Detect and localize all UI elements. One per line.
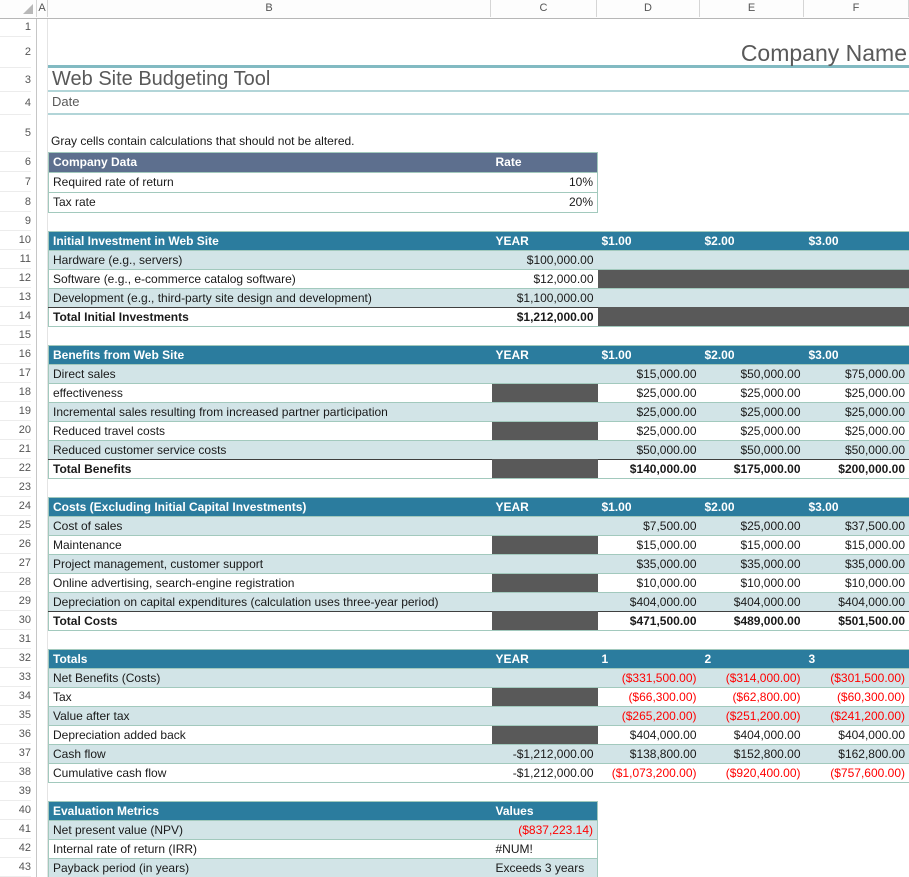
- npv-value-cell[interactable]: ($837,223.14): [492, 821, 598, 840]
- blocked-cell[interactable]: [492, 593, 598, 612]
- row-header-14[interactable]: 14: [0, 307, 31, 326]
- section-title-cell[interactable]: Benefits from Web Site: [49, 346, 492, 365]
- date-cell[interactable]: Date: [52, 94, 80, 109]
- row-header-25[interactable]: 25: [0, 516, 31, 535]
- column-header-bar: [0, 0, 909, 19]
- total-value-cell[interactable]: $501,500.00: [805, 612, 909, 631]
- negative-value-cell[interactable]: ($241,200.00): [805, 707, 909, 726]
- blocked-cell[interactable]: [492, 517, 598, 536]
- value-cell[interactable]: $152,800.00: [701, 745, 805, 764]
- total-label-cell[interactable]: Total Costs: [49, 612, 492, 631]
- row-header-27[interactable]: 27: [0, 554, 31, 573]
- section-title-cell[interactable]: Evaluation Metrics: [49, 802, 492, 821]
- blocked-cell[interactable]: [492, 441, 598, 460]
- row-label-cell[interactable]: Online advertising, search-engine registration: [49, 574, 492, 593]
- column-header-E[interactable]: E: [700, 0, 804, 17]
- blocked-cell[interactable]: [701, 308, 805, 327]
- negative-value-cell[interactable]: ($1,073,200.00): [598, 764, 701, 783]
- row-header-4[interactable]: 4: [0, 92, 31, 115]
- table-row: [49, 593, 909, 612]
- row-label-cell[interactable]: Required rate of return: [49, 173, 492, 193]
- row-label-cell[interactable]: Software (e.g., e-commerce catalog software): [49, 270, 492, 289]
- table-header-row: [49, 498, 909, 517]
- value-cell[interactable]: $50,000.00: [805, 441, 909, 460]
- column-header-F[interactable]: F: [804, 0, 909, 17]
- row-header-12[interactable]: 12: [0, 269, 31, 288]
- table-row: [49, 574, 909, 593]
- row-header-36[interactable]: 36: [0, 725, 31, 744]
- year3-header-cell[interactable]: $3.00: [805, 232, 909, 251]
- value-cell[interactable]: $35,000.00: [598, 555, 701, 574]
- benefits-table: [48, 345, 909, 479]
- table-row: [49, 517, 909, 536]
- year2-header-cell[interactable]: $2.00: [701, 232, 805, 251]
- calc-cell[interactable]: $404,000.00: [805, 593, 909, 612]
- rate-header-cell[interactable]: Rate: [492, 153, 598, 173]
- row-label-cell[interactable]: Tax rate: [49, 193, 492, 213]
- blocked-cell[interactable]: [492, 612, 598, 631]
- total-row: [49, 612, 909, 631]
- negative-value-cell[interactable]: ($66,300.00): [598, 688, 701, 707]
- row-label-cell[interactable]: Hardware (e.g., servers): [49, 251, 492, 270]
- row-label-cell[interactable]: effectiveness: [49, 384, 492, 403]
- row-header-2[interactable]: 2: [0, 37, 31, 68]
- value-cell[interactable]: $404,000.00: [598, 726, 701, 745]
- evaluation-metrics-table: [48, 801, 598, 877]
- blocked-cell[interactable]: [701, 251, 805, 270]
- row-header-33[interactable]: 33: [0, 668, 31, 687]
- value-cell[interactable]: $75,000.00: [805, 365, 909, 384]
- value-cell[interactable]: $25,000.00: [805, 384, 909, 403]
- row-header-42[interactable]: 42: [0, 839, 31, 858]
- calc-cell[interactable]: $404,000.00: [598, 593, 701, 612]
- table-header-row: [49, 650, 909, 669]
- blocked-cell[interactable]: [492, 536, 598, 555]
- negative-value-cell[interactable]: ($920,400.00): [701, 764, 805, 783]
- value-cell[interactable]: $162,800.00: [805, 745, 909, 764]
- row-header-38[interactable]: 38: [0, 763, 31, 782]
- value-cell[interactable]: $404,000.00: [805, 726, 909, 745]
- row-header-8[interactable]: 8: [0, 192, 31, 212]
- value-cell[interactable]: $138,800.00: [598, 745, 701, 764]
- sheet-title-cell[interactable]: Web Site Budgeting Tool: [52, 68, 271, 90]
- values-header-cell[interactable]: Values: [492, 802, 598, 821]
- row-header-23[interactable]: 23: [0, 478, 31, 497]
- value-cell[interactable]: $10,000.00: [805, 574, 909, 593]
- total-label-cell[interactable]: Total Initial Investments: [49, 308, 492, 327]
- value-cell[interactable]: $12,000.00: [492, 270, 598, 289]
- value-cell[interactable]: $35,000.00: [805, 555, 909, 574]
- payback-value-cell[interactable]: Exceeds 3 years: [492, 859, 598, 877]
- blocked-cell[interactable]: [701, 270, 805, 289]
- row-header-1[interactable]: 1: [0, 18, 31, 37]
- row-header-24[interactable]: 24: [0, 497, 31, 516]
- row-label-cell[interactable]: Maintenance: [49, 536, 492, 555]
- column-header-B[interactable]: B: [48, 0, 491, 17]
- row-header-39[interactable]: 39: [0, 782, 31, 801]
- table-header-row: [49, 153, 598, 173]
- value-cell[interactable]: $25,000.00: [805, 403, 909, 422]
- blocked-cell[interactable]: [805, 289, 909, 308]
- total-value-cell[interactable]: $489,000.00: [701, 612, 805, 631]
- table-row: [49, 251, 909, 270]
- table-row: [49, 859, 598, 877]
- total-row: [49, 460, 909, 479]
- table-row: [49, 764, 909, 783]
- value-cell[interactable]: 10%: [492, 173, 598, 193]
- value-cell[interactable]: $25,000.00: [598, 384, 701, 403]
- negative-value-cell[interactable]: ($265,200.00): [598, 707, 701, 726]
- table-row: [49, 726, 909, 745]
- total-value-cell[interactable]: $175,000.00: [701, 460, 805, 479]
- blocked-cell[interactable]: [598, 270, 701, 289]
- table-row: [49, 403, 909, 422]
- blocked-cell[interactable]: [701, 289, 805, 308]
- value-cell[interactable]: $25,000.00: [598, 403, 701, 422]
- year1-header-cell[interactable]: $1.00: [598, 346, 701, 365]
- row-label-cell[interactable]: Tax: [49, 688, 492, 707]
- row-label-cell[interactable]: Project management, customer support: [49, 555, 492, 574]
- row-header-9[interactable]: 9: [0, 212, 31, 231]
- row-header-41[interactable]: 41: [0, 820, 31, 839]
- total-value-cell[interactable]: $471,500.00: [598, 612, 701, 631]
- table-row: [49, 270, 909, 289]
- value-cell[interactable]: $35,000.00: [701, 555, 805, 574]
- row-label-cell[interactable]: Depreciation on capital expenditures (calculation uses three-year period): [49, 593, 492, 612]
- value-cell[interactable]: $50,000.00: [701, 365, 805, 384]
- section-title-cell[interactable]: Totals: [49, 650, 492, 669]
- year2-header-cell[interactable]: 2: [701, 650, 805, 669]
- total-label-cell[interactable]: Total Benefits: [49, 460, 492, 479]
- row-header-40[interactable]: 40: [0, 801, 31, 820]
- blocked-cell[interactable]: [805, 251, 909, 270]
- year3-header-cell[interactable]: $3.00: [805, 498, 909, 517]
- row-label-cell[interactable]: Cumulative cash flow: [49, 764, 492, 783]
- year-header-cell[interactable]: YEAR: [492, 232, 598, 251]
- costs-table: [48, 497, 909, 631]
- blocked-cell[interactable]: [598, 251, 701, 270]
- blocked-cell[interactable]: [492, 403, 598, 422]
- value-cell[interactable]: $25,000.00: [701, 517, 805, 536]
- table-row: [49, 441, 909, 460]
- column-header-C[interactable]: C: [491, 0, 597, 17]
- company-name-cell[interactable]: Company Name: [740, 40, 907, 66]
- blocked-cell[interactable]: [492, 365, 598, 384]
- year2-header-cell[interactable]: $2.00: [701, 498, 805, 517]
- value-cell[interactable]: $7,500.00: [598, 517, 701, 536]
- table-row: [49, 745, 909, 764]
- row-label-cell[interactable]: Payback period (in years): [49, 859, 492, 877]
- row-label-cell[interactable]: Cost of sales: [49, 517, 492, 536]
- value-cell[interactable]: $404,000.00: [701, 726, 805, 745]
- row-label-cell[interactable]: Depreciation added back: [49, 726, 492, 745]
- value-cell[interactable]: $1,100,000.00: [492, 289, 598, 308]
- company-data-table: [48, 152, 598, 213]
- row-header-17[interactable]: 17: [0, 364, 31, 383]
- value-cell[interactable]: $10,000.00: [701, 574, 805, 593]
- row-header-43[interactable]: 43: [0, 858, 31, 877]
- row-label-cell[interactable]: Incremental sales resulting from increased partner participation: [49, 403, 492, 422]
- blocked-cell[interactable]: [492, 574, 598, 593]
- row-header-22[interactable]: 22: [0, 459, 31, 478]
- negative-value-cell[interactable]: ($60,300.00): [805, 688, 909, 707]
- row-label-cell[interactable]: Net Benefits (Costs): [49, 669, 492, 688]
- row-header-20[interactable]: 20: [0, 421, 31, 440]
- value-cell[interactable]: $25,000.00: [805, 422, 909, 441]
- row-header-19[interactable]: 19: [0, 402, 31, 421]
- row-label-cell[interactable]: Internal rate of return (IRR): [49, 840, 492, 859]
- table-row: [49, 536, 909, 555]
- negative-value-cell[interactable]: ($62,800.00): [701, 688, 805, 707]
- value-cell[interactable]: $37,500.00: [805, 517, 909, 536]
- row-header-bar: [0, 0, 37, 877]
- negative-value-cell[interactable]: ($251,200.00): [701, 707, 805, 726]
- column-header-D[interactable]: D: [597, 0, 700, 17]
- row-header-21[interactable]: 21: [0, 440, 31, 459]
- row-header-29[interactable]: 29: [0, 592, 31, 611]
- blocked-cell[interactable]: [492, 555, 598, 574]
- row-header-13[interactable]: 13: [0, 288, 31, 307]
- row-header-35[interactable]: 35: [0, 706, 31, 725]
- value-cell[interactable]: $25,000.00: [701, 422, 805, 441]
- row-header-31[interactable]: 31: [0, 630, 31, 649]
- table-row: [49, 384, 909, 403]
- value-cell[interactable]: $25,000.00: [701, 384, 805, 403]
- table-header-row: [49, 346, 909, 365]
- table-row: [49, 173, 598, 193]
- value-cell[interactable]: $100,000.00: [492, 251, 598, 270]
- blocked-cell[interactable]: [492, 422, 598, 441]
- row-header-16[interactable]: 16: [0, 345, 31, 364]
- row-header-11[interactable]: 11: [0, 250, 31, 269]
- table-row: [49, 193, 598, 213]
- section-title-cell[interactable]: Company Data: [49, 153, 492, 173]
- year-header-cell[interactable]: YEAR: [492, 650, 598, 669]
- negative-value-cell[interactable]: ($301,500.00): [805, 669, 909, 688]
- table-row: [49, 365, 909, 384]
- year2-header-cell[interactable]: $2.00: [701, 346, 805, 365]
- row-header-3[interactable]: 3: [0, 68, 31, 92]
- year-header-cell[interactable]: YEAR: [492, 346, 598, 365]
- year-header-cell[interactable]: YEAR: [492, 498, 598, 517]
- row-header-7[interactable]: 7: [0, 172, 31, 192]
- year3-header-cell[interactable]: 3: [805, 650, 909, 669]
- row-label-cell[interactable]: Cash flow: [49, 745, 492, 764]
- blocked-cell[interactable]: [598, 289, 701, 308]
- row-header-6[interactable]: 6: [0, 152, 31, 172]
- value-cell[interactable]: $15,000.00: [598, 536, 701, 555]
- value-cell[interactable]: 20%: [492, 193, 598, 213]
- value-cell[interactable]: $25,000.00: [701, 403, 805, 422]
- row-label-cell[interactable]: Direct sales: [49, 365, 492, 384]
- accent-line: [48, 113, 909, 115]
- year1-header-cell[interactable]: $1.00: [598, 498, 701, 517]
- section-title-cell[interactable]: Initial Investment in Web Site: [49, 232, 492, 251]
- value-cell[interactable]: $15,000.00: [701, 536, 805, 555]
- blocked-cell[interactable]: [492, 707, 598, 726]
- value-cell[interactable]: $10,000.00: [598, 574, 701, 593]
- row-header-5[interactable]: 5: [0, 115, 31, 152]
- row-header-32[interactable]: 32: [0, 649, 31, 668]
- row-label-cell[interactable]: Reduced customer service costs: [49, 441, 492, 460]
- year3-header-cell[interactable]: $3.00: [805, 346, 909, 365]
- total-value-cell[interactable]: $1,212,000.00: [492, 308, 598, 327]
- row-header-28[interactable]: 28: [0, 573, 31, 592]
- negative-value-cell[interactable]: ($757,600.00): [805, 764, 909, 783]
- value-cell[interactable]: $15,000.00: [805, 536, 909, 555]
- table-row: [49, 289, 909, 308]
- table-row: [49, 707, 909, 726]
- value-cell[interactable]: $25,000.00: [598, 422, 701, 441]
- blocked-cell[interactable]: [805, 270, 909, 289]
- row-label-cell[interactable]: Value after tax: [49, 707, 492, 726]
- initial-investment-table: [48, 231, 909, 327]
- irr-value-cell[interactable]: #NUM!: [492, 840, 598, 859]
- section-title-cell[interactable]: Costs (Excluding Initial Capital Investments): [49, 498, 492, 517]
- total-value-cell[interactable]: $140,000.00: [598, 460, 701, 479]
- negative-value-cell[interactable]: ($314,000.00): [701, 669, 805, 688]
- table-row: [49, 821, 598, 840]
- table-row: [49, 840, 598, 859]
- row-label-cell[interactable]: Net present value (NPV): [49, 821, 492, 840]
- blocked-cell[interactable]: [805, 308, 909, 327]
- row-label-cell[interactable]: Reduced travel costs: [49, 422, 492, 441]
- table-header-row: [49, 232, 909, 251]
- row-header-18[interactable]: 18: [0, 383, 31, 402]
- blocked-cell[interactable]: [492, 688, 598, 707]
- year-value-cell[interactable]: -$1,212,000.00: [492, 745, 598, 764]
- table-row: [49, 555, 909, 574]
- table-row: [49, 422, 909, 441]
- table-header-row: [49, 802, 598, 821]
- row-header-30[interactable]: 30: [0, 611, 31, 630]
- row-header-10[interactable]: 10: [0, 231, 31, 250]
- row-header-34[interactable]: 34: [0, 687, 31, 706]
- blocked-cell[interactable]: [492, 669, 598, 688]
- year-value-cell[interactable]: -$1,212,000.00: [492, 764, 598, 783]
- value-cell[interactable]: $50,000.00: [598, 441, 701, 460]
- blocked-cell[interactable]: [598, 308, 701, 327]
- total-value-cell[interactable]: $200,000.00: [805, 460, 909, 479]
- blocked-cell[interactable]: [492, 384, 598, 403]
- column-header-A[interactable]: A: [37, 0, 48, 17]
- select-all-triangle-icon: [23, 4, 33, 14]
- year1-header-cell[interactable]: $1.00: [598, 232, 701, 251]
- total-row: [49, 308, 909, 327]
- row-header-15[interactable]: 15: [0, 326, 31, 345]
- year1-header-cell[interactable]: 1: [598, 650, 701, 669]
- value-cell[interactable]: $15,000.00: [598, 365, 701, 384]
- negative-value-cell[interactable]: ($331,500.00): [598, 669, 701, 688]
- row-label-cell[interactable]: Development (e.g., third-party site design and development): [49, 289, 492, 308]
- table-row: [49, 688, 909, 707]
- calc-cell[interactable]: $404,000.00: [701, 593, 805, 612]
- blocked-cell[interactable]: [492, 460, 598, 479]
- table-row: [49, 669, 909, 688]
- row-header-26[interactable]: 26: [0, 535, 31, 554]
- blocked-cell[interactable]: [492, 726, 598, 745]
- gray-cells-note[interactable]: Gray cells contain calculations that should not be altered.: [51, 134, 355, 148]
- totals-table: [48, 649, 909, 783]
- select-all-corner[interactable]: [0, 0, 37, 17]
- value-cell[interactable]: $50,000.00: [701, 441, 805, 460]
- row-header-37[interactable]: 37: [0, 744, 31, 763]
